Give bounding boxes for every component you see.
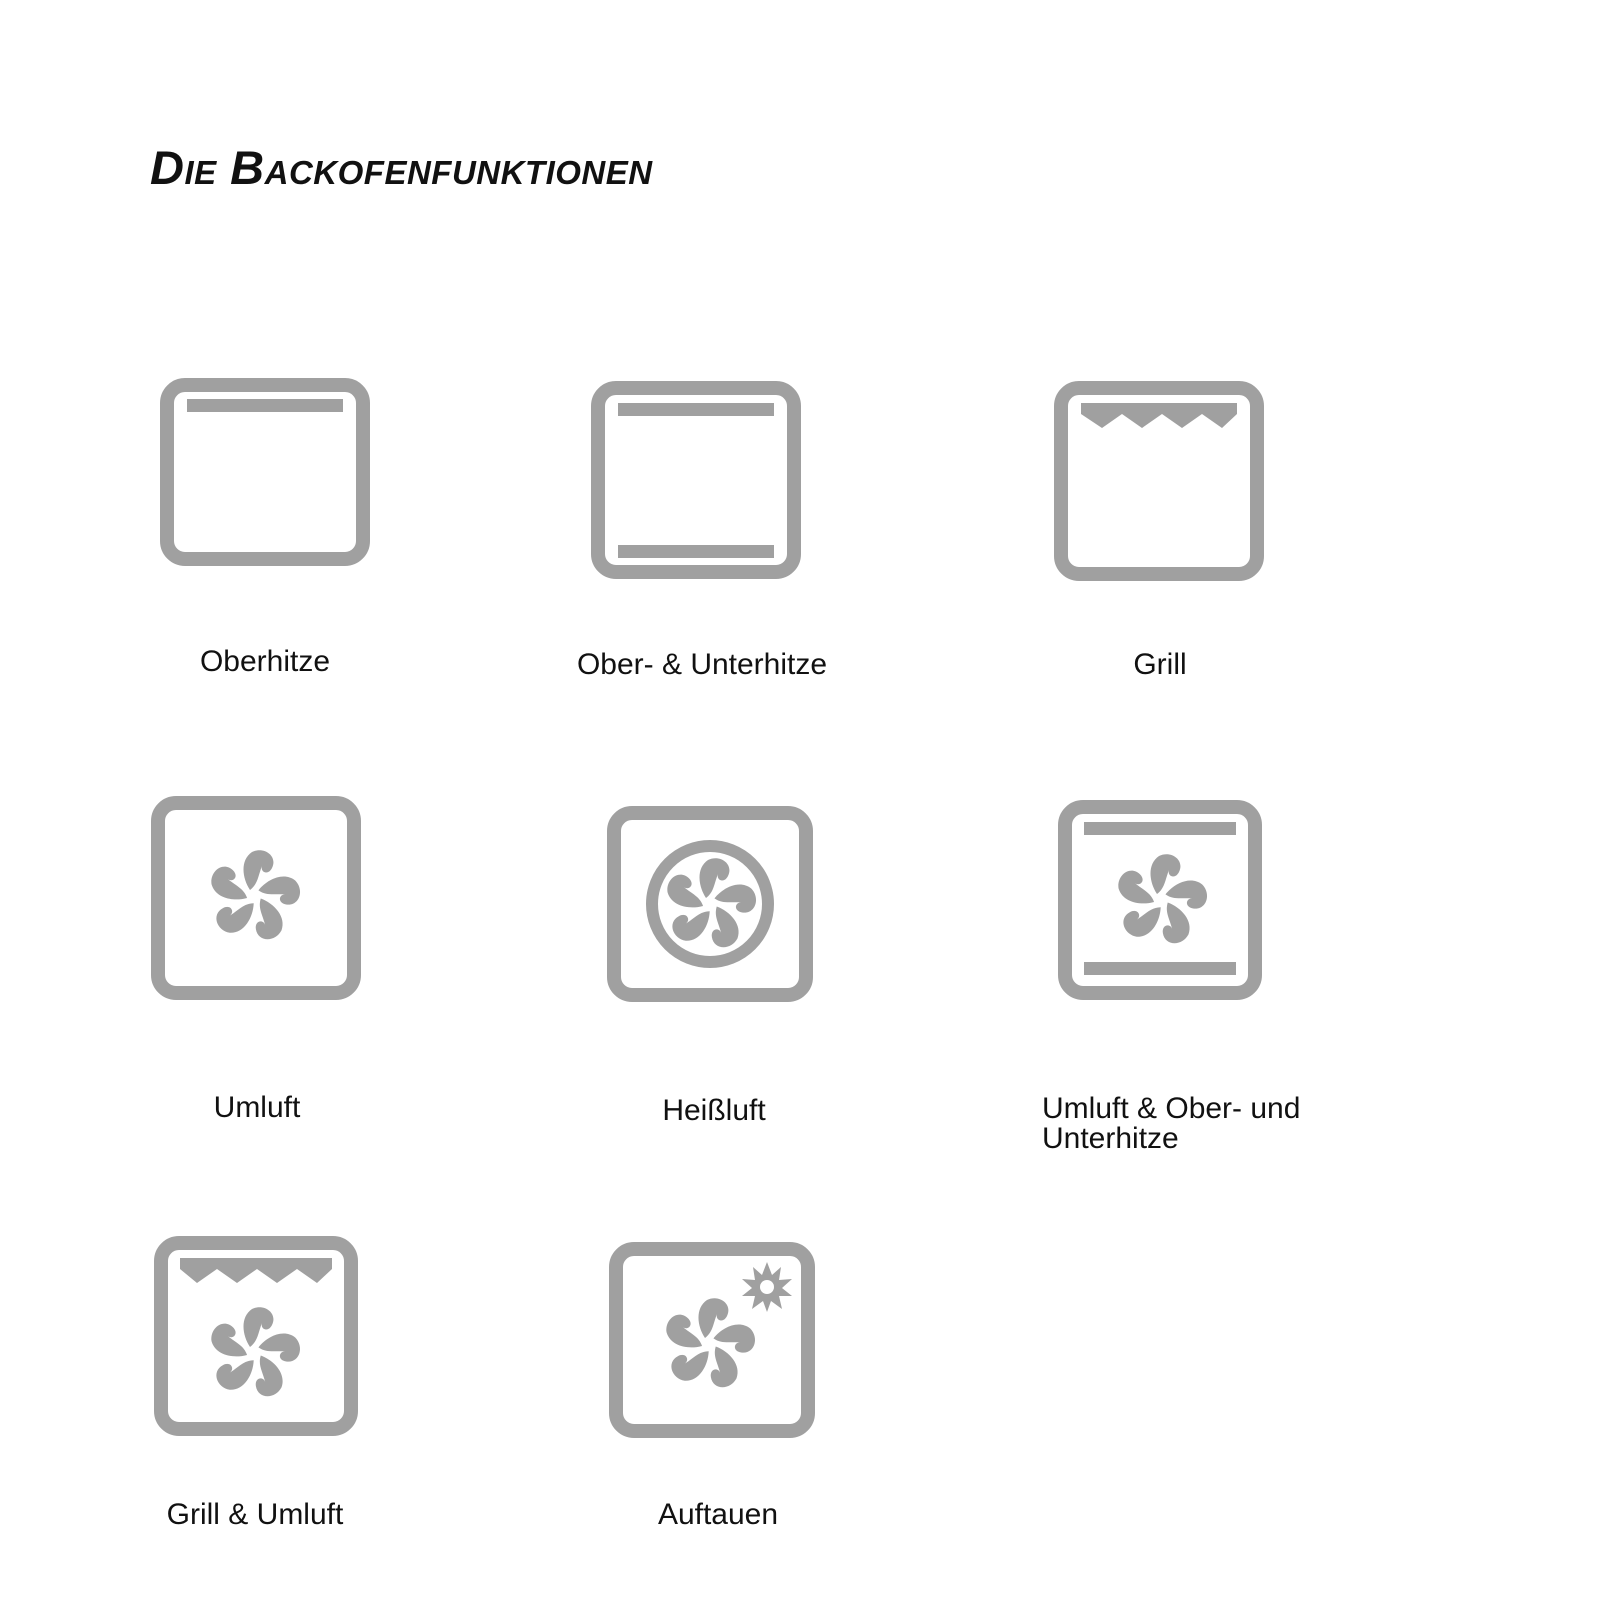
page-title: Die Backofenfunktionen (150, 141, 653, 194)
function-label: Auftauen (657, 1498, 779, 1531)
oven-hot-air-icon (607, 806, 813, 1002)
function-label: Umluft (213, 1091, 301, 1124)
function-label: Grill (1133, 648, 1187, 681)
oven-grill-fan-icon (154, 1236, 358, 1436)
function-label: Grill & Umluft (166, 1498, 344, 1531)
oven-top-heat-icon (160, 378, 370, 566)
oven-defrost-icon (609, 1242, 815, 1438)
oven-top-bottom-heat-icon (591, 381, 801, 579)
function-label: Oberhitze (199, 645, 331, 678)
oven-fan-icon (151, 796, 361, 1000)
function-label: Umluft & Ober- und Unterhitze (1042, 1092, 1301, 1155)
oven-grill-icon (1054, 381, 1264, 581)
function-label: Heißluft (662, 1094, 766, 1127)
function-label: Ober- & Unterhitze (576, 648, 828, 681)
oven-fan-top-bottom-heat-icon (1058, 800, 1262, 1000)
